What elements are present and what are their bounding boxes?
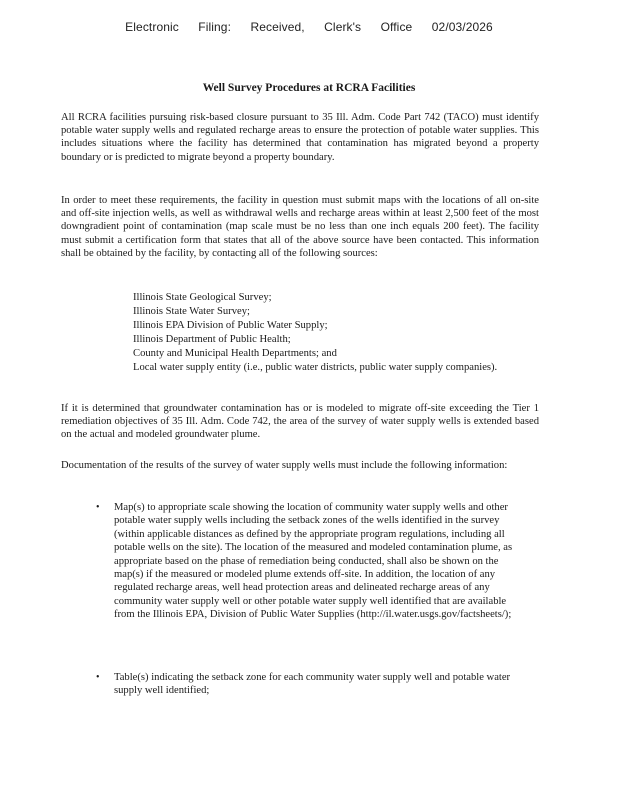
bullet-text: Table(s) indicating the setback zone for each community water supply well and potable water supply well identified; (114, 672, 511, 697)
source-item: Illinois Department of Public Health; (133, 334, 291, 346)
filing-clerks: Clerk's (324, 20, 362, 34)
filing-office: Office (380, 20, 413, 34)
bullet-icon: • (96, 672, 100, 683)
source-item: Illinois EPA Division of Public Water Supply; (133, 320, 328, 332)
document-title: Well Survey Procedures at RCRA Facilities (202, 82, 416, 94)
filing-date: 02/03/2026 (431, 20, 493, 34)
source-item: Illinois State Geological Survey; (133, 292, 272, 303)
source-item: County and Municipal Health Departments; and (133, 348, 337, 360)
paragraph-intro: All RCRA facilities pursuing risk-based closure pursuant to 35 Ill. Adm. Code Part 742 (TACO) must identify potable water supply wells and regulated recharge areas to ensure the protection of potable water supplies. This includes situations where the facility has determined that contamination has migrated beyond a property boundary or is predicted to migrate beyond a property boundary. (61, 112, 539, 163)
paragraph-requirements: In order to meet these requirements, the facility in question must submit maps with the locations of all on-site and off-site injection wells, as well as withdrawal wells and recharge areas within at least 2,500 feet of the most downgradient point of contamination (map scale must be no less than one inch equals 200 feet). The facility must submit a certification form that states that all of the above source have been contacted. This information shall be obtained by the facility, by contacting all of the following sources: (61, 195, 539, 259)
bullet-item (94, 501, 524, 622)
filing-stamp (0, 20, 618, 34)
bullet-text: Map(s) to appropriate scale showing the location of community water supply wells and other potable water supply wells including the setback zones of the wells identified in the survey (within applicable distances as defined by the appropriate program regulations, including all potable wells on the site). The location of the measured and modeled contamination plume, as appropriate based on the phase of remediation being conducted, shall also be shown on the map(s) if the measured or modeled plume extends off-site. In addition, the location of any regulated recharge areas, well head protection areas and delineated recharge areas of any community water supply well or other potable water supply well identified that are available from the Illinois EPA, Division of Public Water Supplies (http://il.water.usgs.gov/factsheets/); (114, 502, 513, 621)
bullet-list-maps (94, 501, 524, 622)
bullet-item (94, 671, 524, 698)
source-item: Illinois State Water Survey; (133, 306, 250, 318)
paragraph-documentation: Documentation of the results of the survey of water supply wells must include the following information: (61, 460, 508, 471)
filing-received: Received, (250, 20, 305, 34)
bullet-icon: • (96, 502, 100, 513)
source-item: Local water supply entity (i.e., public water districts, public water supply companies). (133, 362, 498, 374)
bullet-list-tables (94, 671, 524, 698)
filing-label: Filing: (198, 20, 232, 34)
paragraph-plume: If it is determined that groundwater contamination has or is modeled to migrate off-site exceeding the Tier 1 remediation objectives of 35 Ill. Adm. Code 742, the area of the survey of water supply wells is extended based on the actual and modeled groundwater plume. (61, 403, 539, 441)
sources-list (133, 291, 513, 376)
filing-electronic: Electronic (125, 20, 179, 34)
